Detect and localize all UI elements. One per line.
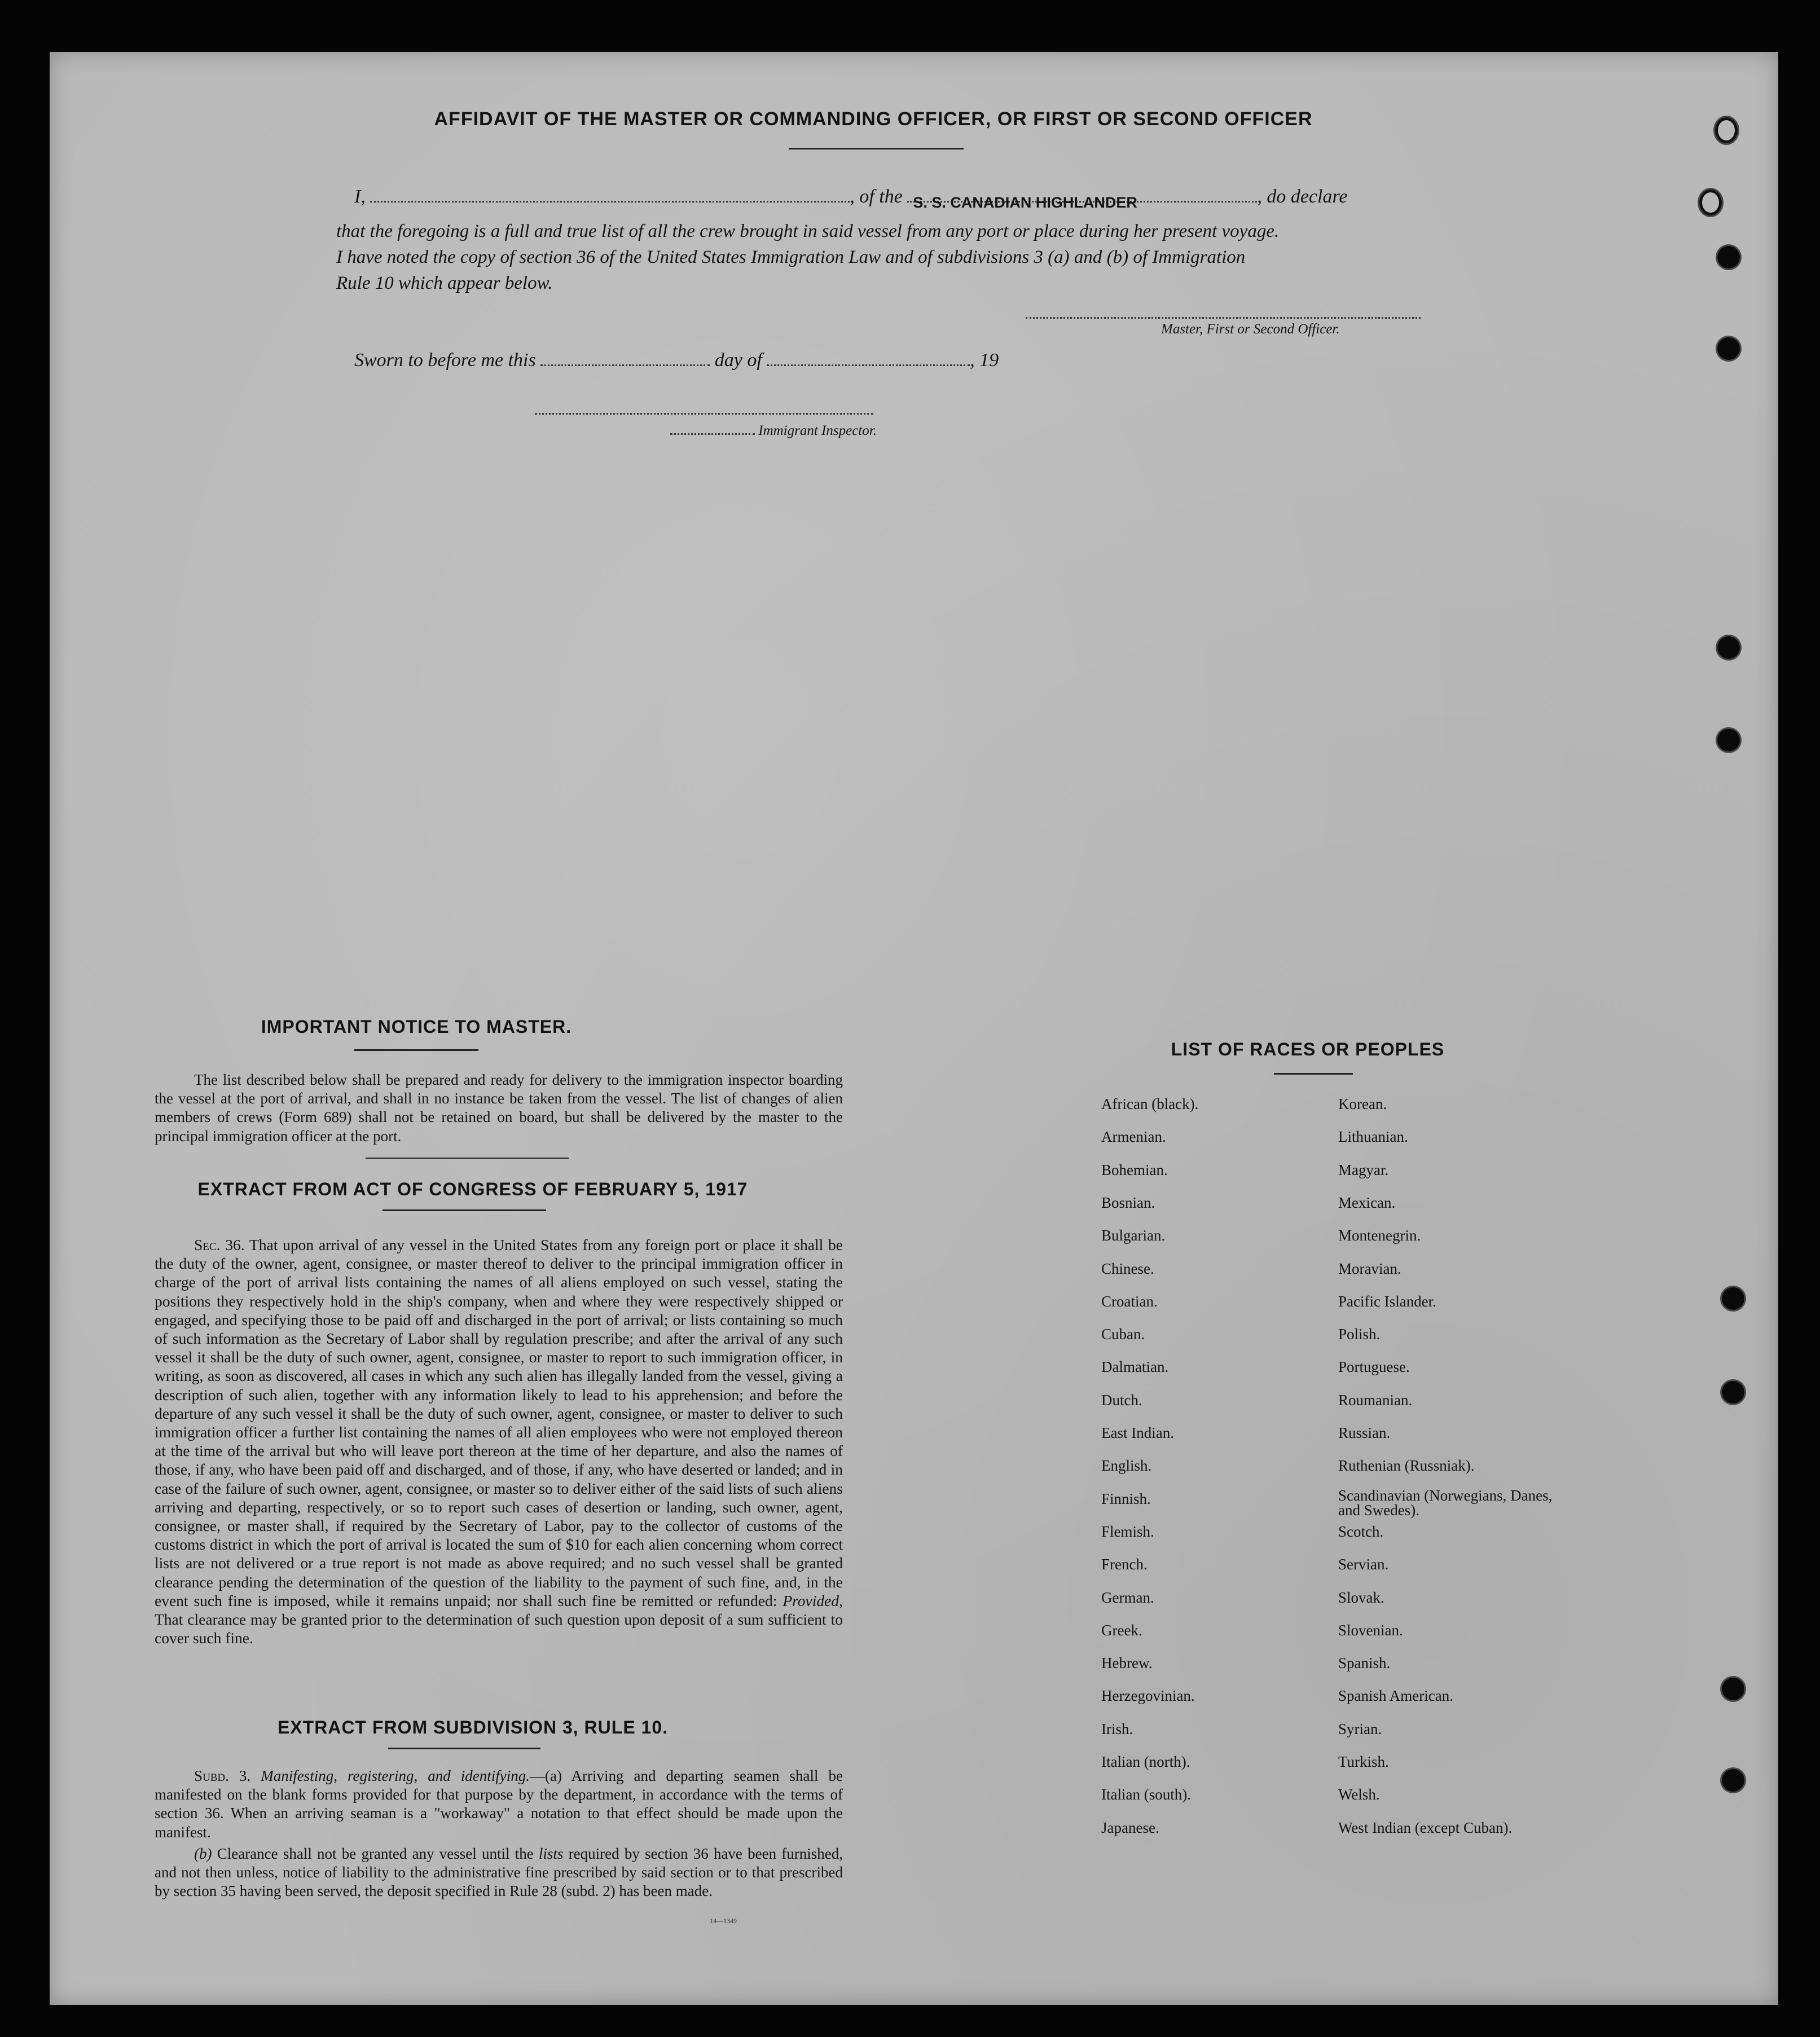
race-item: Spanish. xyxy=(1338,1655,1391,1672)
race-item: Portuguese. xyxy=(1338,1358,1410,1376)
race-item: Scotch. xyxy=(1338,1523,1384,1540)
race-item: Syrian. xyxy=(1338,1720,1382,1737)
b-text-1: Clearance shall not be granted any vessel until the xyxy=(217,1845,534,1862)
race-item: Croatian. xyxy=(1101,1292,1158,1310)
race-item: Italian (south). xyxy=(1101,1786,1191,1803)
race-item: Pacific Islander. xyxy=(1338,1292,1436,1310)
ship-name: S. S. CANADIAN HIGHLANDER xyxy=(913,194,1137,211)
affidavit-title-rule xyxy=(789,148,964,149)
affidavit-title: AFFIDAVIT OF THE MASTER OR COMMANDING OFFICER, OR FIRST OR SECOND OFFICER xyxy=(434,108,1313,130)
affidavit-line-4: Rule 10 which appear below. xyxy=(336,273,553,293)
of-the-label: , of the xyxy=(850,186,903,207)
race-item: Roumanian. xyxy=(1338,1391,1413,1409)
binder-hole-10 xyxy=(1722,1769,1744,1792)
master-signature-field[interactable] xyxy=(1026,317,1421,319)
rule-title: EXTRACT FROM SUBDIVISION 3, RULE 10. xyxy=(277,1717,669,1737)
race-item: Welsh. xyxy=(1338,1786,1380,1803)
race-item: Greek. xyxy=(1101,1621,1142,1639)
binder-hole-2 xyxy=(1699,190,1722,215)
b-lists: lists xyxy=(538,1845,564,1862)
year-label: , 19 xyxy=(970,350,999,371)
act-title-rule xyxy=(383,1209,546,1211)
b-label: (b) xyxy=(194,1845,212,1862)
binder-hole-4 xyxy=(1717,337,1740,360)
race-item: Chinese. xyxy=(1101,1260,1154,1277)
race-item: Servian. xyxy=(1338,1556,1389,1573)
race-item: Turkish. xyxy=(1338,1753,1389,1770)
provided-text: That clearance may be granted prior to the determination of such question upon deposit of a sum sufficient to cover such fine. xyxy=(155,1611,843,1647)
sec-label: Sec. 36. xyxy=(194,1236,245,1253)
day-of-label: day of xyxy=(714,350,762,371)
race-item: Magyar. xyxy=(1338,1161,1389,1178)
master-signature-caption: Master, First or Second Officer. xyxy=(1161,322,1340,337)
act-body xyxy=(155,1235,843,1647)
race-item: Korean. xyxy=(1338,1096,1387,1112)
race-item: Lithuanian. xyxy=(1338,1128,1408,1146)
subd-label: Subd. 3. xyxy=(194,1767,251,1784)
inspector-signature-field[interactable] xyxy=(535,413,873,415)
name-field[interactable] xyxy=(370,201,850,203)
notice-body: The list described below shall be prepared and ready for delivery to the immigration inspector boarding the vessel at the port of arrival, and shall in no instance be taken from the vessel. The list of changes of alien members of crews (Form 689) shall not be retained on board, but shall be delivered by the master to the principal immigration officer at the port. xyxy=(155,1071,843,1145)
race-item: East Indian. xyxy=(1101,1424,1174,1441)
act-title: EXTRACT FROM ACT OF CONGRESS OF FEBRUARY 5, 1917 xyxy=(197,1179,748,1199)
race-item: Bosnian. xyxy=(1101,1194,1155,1211)
race-item: Mexican. xyxy=(1338,1194,1396,1211)
race-item: African (black). xyxy=(1101,1096,1199,1112)
rule-subd-a xyxy=(155,1767,843,1842)
binder-hole-6 xyxy=(1717,729,1740,751)
binder-hole-3 xyxy=(1717,246,1740,269)
race-item: Bulgarian. xyxy=(1101,1227,1166,1244)
race-item: Polish. xyxy=(1338,1326,1381,1343)
binder-hole-5 xyxy=(1717,636,1740,659)
races-title: LIST OF RACES OR PEOPLES xyxy=(1171,1039,1445,1059)
race-item: Japanese. xyxy=(1101,1819,1159,1836)
binder-hole-1 xyxy=(1715,117,1738,143)
race-item: Flemish. xyxy=(1101,1523,1154,1540)
race-item: English. xyxy=(1101,1457,1152,1475)
i-label: I, xyxy=(354,186,366,207)
do-declare-label: , do declare xyxy=(1257,186,1348,207)
sworn-line xyxy=(354,350,999,371)
b-text-2: required by section 36 have been furnished, and not then unless, notice of liability to the administrative fine prescribed by said section or to that prescribed by section 35 having been served, the deposit specified in Rule 28 (subd. 2) has been made. xyxy=(155,1845,843,1900)
notice-title: IMPORTANT NOTICE TO MASTER. xyxy=(261,1017,572,1037)
affidavit-line-2: that the foregoing is a full and true list of all the crew brought in said vessel from any port or place during her present voyage. xyxy=(336,221,1280,241)
race-item: German. xyxy=(1101,1589,1154,1606)
race-item: Moravian. xyxy=(1338,1260,1401,1277)
race-item: Ruthenian (Russniak). xyxy=(1338,1457,1475,1475)
subd-a-text: —(a) Arriving and departing seamen shall be manifested on the blank forms provided for that purpose by the department, in accordance with the terms of section 36. When an arriving seaman is a "workaway" a notation to that effect should be made upon the manifest. xyxy=(155,1767,843,1841)
affidavit-line-3: I have noted the copy of section 36 of the United States Immigration Law and of subdivisions 3 (a) and (b) of Immigration xyxy=(336,247,1246,267)
provided-label: Provided, xyxy=(782,1591,843,1609)
binder-hole-7 xyxy=(1722,1287,1744,1310)
race-item: Montenegrin. xyxy=(1338,1227,1421,1244)
race-item: Dalmatian. xyxy=(1101,1358,1169,1376)
race-item: Finnish. xyxy=(1101,1490,1151,1507)
race-item: Hebrew. xyxy=(1101,1655,1153,1672)
race-item: French. xyxy=(1101,1556,1148,1573)
race-item: Armenian. xyxy=(1101,1128,1166,1146)
race-item: Cuban. xyxy=(1101,1326,1145,1343)
binder-hole-9 xyxy=(1722,1678,1744,1700)
inspector-line xyxy=(670,423,877,439)
rule-subd-b xyxy=(155,1845,843,1901)
race-item: Bohemian. xyxy=(1101,1161,1168,1178)
sworn-day-field[interactable] xyxy=(540,364,710,366)
race-item: Italian (north). xyxy=(1101,1753,1190,1770)
race-item: Scandinavian (Norwegians, Danes, and Swedes). xyxy=(1338,1486,1553,1519)
race-item: Slovak. xyxy=(1338,1589,1384,1606)
races-title-rule xyxy=(1274,1073,1353,1075)
race-item: Irish. xyxy=(1101,1720,1133,1737)
sworn-label: Sworn to before me this xyxy=(354,350,536,371)
race-item: Dutch. xyxy=(1101,1391,1142,1409)
race-item: Spanish American. xyxy=(1338,1687,1453,1705)
document-sheet xyxy=(50,52,1778,2005)
race-item: West Indian (except Cuban). xyxy=(1338,1819,1513,1836)
race-item: Herzegovinian. xyxy=(1101,1687,1195,1705)
inspector-dots xyxy=(670,433,755,435)
inspector-caption: Immigrant Inspector. xyxy=(758,423,877,438)
race-item: Russian. xyxy=(1338,1424,1391,1441)
binder-hole-8 xyxy=(1722,1381,1744,1404)
act-text: That upon arrival of any vessel in the United States from any foreign port or place it shall be the duty of the owner, agent, consignee, or master thereof to deliver to the principal immigration officer in charge of the port of arrival lists containing the names of all aliens employed on such vessel, stating the positions they respectively hold in the ship's company, when and where they were respectively shipped or engaged, and specifying those to be paid off and discharged in the port of arrival; or lists containing so much of such information as the Secretary of Labor shall by regulation prescribe; and after the arrival of any such vessel it shall be the duty of such owner, agent, consignee, or master to report to such immigration officer, in writing, as soon as discovered, all cases in which any such alien has illegally landed from the vessel, giving a description of such alien, together with any information likely to lead to his apprehension; and before the departure of any such vessel it shall be the duty of such owner, agent, consignee, or master to deliver to such immigration officer a further list containing the names of all alien employees who were not employed thereon at the time of the arrival but who will leave port thereon at the time of her departure, and also the names of those, if any, who have been paid off and discharged, and of those, if any, who have deserted or landed; and in case of the failure of such owner, agent, consignee, or master so to deliver either of the said lists of such aliens arriving and departing, respectively, or so to report such cases of desertion or landing, such owner, agent, consignee, or master shall, if required by the Secretary of Labor, pay to the collector of customs of the customs district in which the port of arrival is located the sum of $10 for each alien concerning whom correct lists are not delivered or a true report is not made as above required; and no such vessel shall be granted clearance pending the determination of the question of the liability to the payment of such fine, and, in the event such fine is imposed, while it remains unpaid; nor shall such fine be remitted or refunded: xyxy=(155,1236,843,1609)
race-item: Slovenian. xyxy=(1338,1621,1403,1639)
print-code: 14—1349 xyxy=(710,1917,737,1925)
vessel-field[interactable] xyxy=(907,194,1257,211)
affidavit-line-1 xyxy=(354,186,1348,211)
sworn-month-field[interactable] xyxy=(767,364,970,366)
notice-title-rule xyxy=(354,1049,478,1051)
notice-divider xyxy=(366,1158,569,1159)
rule-title-rule xyxy=(388,1748,540,1749)
subd-title: Manifesting, registering, and identifying. xyxy=(261,1767,530,1784)
